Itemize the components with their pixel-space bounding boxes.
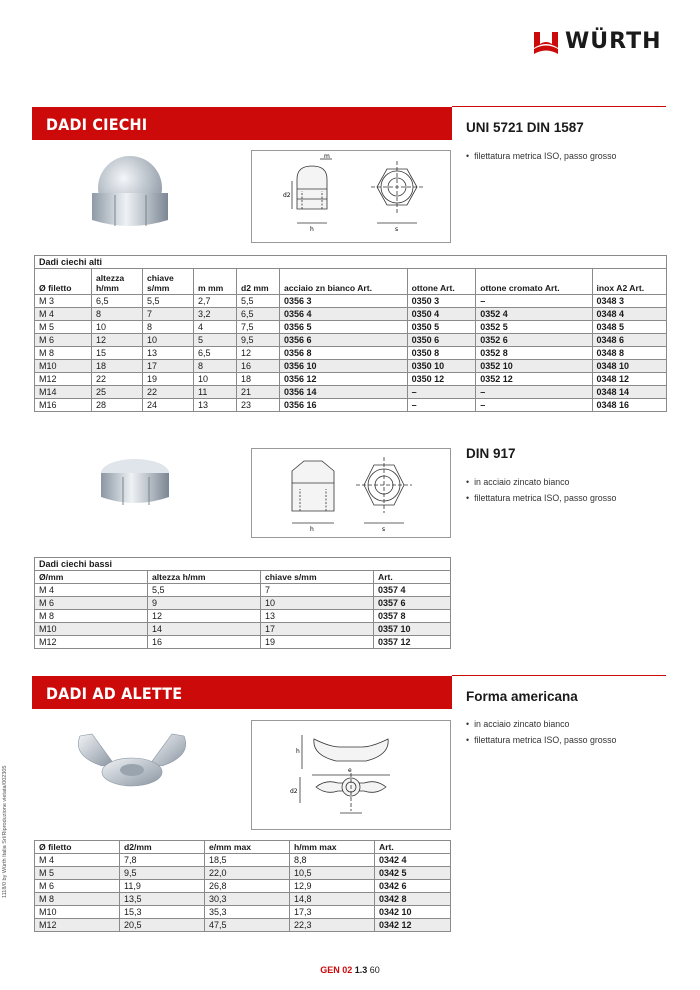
table-cell: 28 [92,399,143,412]
table-cell: 2,7 [194,295,237,308]
col-header: ottone Art. [407,269,476,295]
table-cell: 0352 4 [476,308,592,321]
col-header: chiave s/mm [261,571,374,584]
copyright-sidenote: 1118/0 by Würth Italia Srl/Riproduzione vietata/002305 [2,765,8,898]
table-cell: 0350 10 [407,360,476,373]
table-cell: 10 [261,597,374,610]
table-cell: 12 [237,347,280,360]
table-cell: 0348 4 [592,308,666,321]
col-header: d2/mm [120,841,205,854]
table-cell: 8 [194,360,237,373]
table-cell: M12 [35,636,148,649]
label-h: h [310,226,314,233]
table-cell: – [476,386,592,399]
table-cell: 9,5 [120,867,205,880]
table-cell: 0342 6 [375,880,451,893]
bullet-item: • in acciaio zincato bianco [466,716,616,732]
table-cell: M 8 [35,893,120,906]
table-cell: 16 [148,636,261,649]
table-cell: 10 [92,321,143,334]
table-cell: 24 [143,399,194,412]
table-row [35,321,667,334]
table-cell: 0350 6 [407,334,476,347]
table-cell: 47,5 [205,919,290,932]
table-cell: 0350 8 [407,347,476,360]
label-s: s [382,526,386,533]
table-cell: 0357 4 [374,584,451,597]
table-cell: 10 [194,373,237,386]
table-cell: 0357 8 [374,610,451,623]
table-cell: M 5 [35,867,120,880]
table-cell: 7,5 [237,321,280,334]
bullet-item: • in acciaio zincato bianco [466,474,616,490]
col-header: acciaio zn bianco Art. [280,269,408,295]
table-row [35,893,451,906]
table-cell: 0342 12 [375,919,451,932]
table-cell: 0348 3 [592,295,666,308]
table-row [35,919,451,932]
table-row [35,347,667,360]
label-h: h [296,748,300,755]
table-cell: 0348 16 [592,399,666,412]
table-cell: M 8 [35,610,148,623]
table-cell: 13 [261,610,374,623]
bullet-item: • filettatura metrica ISO, passo grosso [466,148,616,164]
header-rule [452,675,666,676]
table-cell: 0342 4 [375,854,451,867]
table-row [35,906,451,919]
table-cell: M10 [35,623,148,636]
technical-drawing-cap-nut [251,150,451,243]
table-cell: 11,9 [120,880,205,893]
table-cell: 30,3 [205,893,290,906]
table-cell: 0342 10 [375,906,451,919]
table-cell: 9,5 [237,334,280,347]
table-cell: 6,5 [92,295,143,308]
table-cell: 5 [194,334,237,347]
table-cell: 0350 12 [407,373,476,386]
header-rule [452,106,666,107]
label-d2: d2 [283,192,291,199]
table-cell: 7,8 [120,854,205,867]
wing-nut-drawing [252,721,450,829]
table-row [35,880,451,893]
col-header: m mm [194,269,237,295]
table-row [35,867,451,880]
col-header: inox A2 Art. [592,269,666,295]
table-cell: 0356 5 [280,321,408,334]
technical-drawing-wing-nut [251,720,451,830]
col-header: Ø filetto [35,269,92,295]
table-cell: 22 [143,386,194,399]
table-row [35,854,451,867]
table-cell: 0356 3 [280,295,408,308]
low-cap-nut-photo [95,455,175,515]
table-cell: 22,0 [205,867,290,880]
table-dadi-ad-alette [34,840,451,932]
table-dadi-ciechi-alti [34,255,667,412]
page-number: 60 [369,965,380,975]
col-header: chiave s/mm [143,269,194,295]
table-cell: 9 [148,597,261,610]
table-cell: 22,3 [290,919,375,932]
standard-title: DIN 917 [466,446,516,461]
table-cell: – [476,399,592,412]
table-cell: 0348 10 [592,360,666,373]
table-cell: 26,8 [205,880,290,893]
standard-title: UNI 5721 DIN 1587 [466,120,584,135]
cap-nut-photo [80,148,180,238]
wurth-logo [533,26,668,62]
table-cell: 0352 12 [476,373,592,386]
table-cell: 14 [148,623,261,636]
table-cell: 0350 3 [407,295,476,308]
section-title-dadi-ciechi: DADI CIECHI [32,107,452,140]
table-cell: 0352 5 [476,321,592,334]
table-cell: M 6 [35,334,92,347]
table-cell: – [476,295,592,308]
table-cell: 15,3 [120,906,205,919]
table-cell: 14,8 [290,893,375,906]
table-cell: 0356 14 [280,386,408,399]
table-cell: 20,5 [120,919,205,932]
table-cell: 10,5 [290,867,375,880]
table-dadi-ciechi-bassi [34,557,451,649]
table-cell: 3,2 [194,308,237,321]
col-header: d2 mm [237,269,280,295]
table-row [35,399,667,412]
table-cell: 0350 4 [407,308,476,321]
table-cell: 8 [143,321,194,334]
table-cell: 0356 4 [280,308,408,321]
table-cell: 17,3 [290,906,375,919]
table-cell: M 6 [35,880,120,893]
table-cell: 25 [92,386,143,399]
col-header: Ø/mm [35,571,148,584]
table-cell: 0352 6 [476,334,592,347]
table-cell: M 4 [35,584,148,597]
table-cell: 6,5 [237,308,280,321]
label-h: h [310,526,314,533]
table-cell: 0348 6 [592,334,666,347]
label-e: e [348,767,352,774]
table-cell: 7 [261,584,374,597]
table-cell: M 6 [35,597,148,610]
technical-drawing-low-cap-nut [251,448,451,538]
table-cell: 0357 10 [374,623,451,636]
col-header: altezza h/mm [92,269,143,295]
table-cell: 7 [143,308,194,321]
col-header: altezza h/mm [148,571,261,584]
table-cell: 13,5 [120,893,205,906]
wing-nut-photo [62,726,202,796]
table-cell: 21 [237,386,280,399]
table-cell: M14 [35,386,92,399]
table-cell: 0342 8 [375,893,451,906]
table-row [35,597,451,610]
table-row [35,360,667,373]
table-cell: 10 [143,334,194,347]
cap-nut-drawing [252,151,450,242]
table-cell: 17 [261,623,374,636]
col-header: Art. [374,571,451,584]
table-cell: 0348 14 [592,386,666,399]
low-cap-nut-drawing [252,449,450,537]
table-cell: 0342 5 [375,867,451,880]
col-header: Ø filetto [35,841,120,854]
table-row [35,610,451,623]
table-row [35,308,667,321]
table-cell: 6,5 [194,347,237,360]
bullet-item: • filettatura metrica ISO, passo grosso [466,732,616,748]
table-cell: 12,9 [290,880,375,893]
table-cell: – [407,386,476,399]
table-cell: M 4 [35,308,92,321]
table-cell: 0352 10 [476,360,592,373]
table-cell: 0352 8 [476,347,592,360]
table-cell: 13 [143,347,194,360]
col-header: Art. [375,841,451,854]
table-cell: 0348 8 [592,347,666,360]
table-row [35,295,667,308]
table-cell: – [407,399,476,412]
table-cell: M12 [35,373,92,386]
table-cell: 0356 16 [280,399,408,412]
table-cell: 0357 6 [374,597,451,610]
section-subtitle: Forma americana [466,689,578,704]
table-cell: 4 [194,321,237,334]
table-cell: 0357 12 [374,636,451,649]
table-cell: 22 [92,373,143,386]
table-cell: 12 [148,610,261,623]
table-cell: 5,5 [143,295,194,308]
table-row [35,584,451,597]
wurth-logo-icon [533,30,559,56]
page-footer [0,965,700,975]
table-caption: Dadi ciechi bassi [35,558,451,571]
table-row [35,386,667,399]
table-cell: M16 [35,399,92,412]
table-row [35,623,451,636]
footer-section: GEN 02 [320,965,353,975]
label-s: s [395,226,399,233]
label-m: m [324,153,330,160]
table-cell: 5,5 [148,584,261,597]
table-cell: 15 [92,347,143,360]
table-cell: 13 [194,399,237,412]
table-cell: M12 [35,919,120,932]
brand-name: WÜRTH [565,29,662,54]
bullet-item: • filettatura metrica ISO, passo grosso [466,490,616,506]
table-cell: M10 [35,906,120,919]
table-cell: 0350 5 [407,321,476,334]
table-cell: 19 [261,636,374,649]
table-row [35,636,451,649]
table-cell: 8 [92,308,143,321]
table-cell: 16 [237,360,280,373]
table-cell: M10 [35,360,92,373]
table-cell: 8,8 [290,854,375,867]
footer-subsection: 1.3 [354,965,368,975]
bullet-list [466,474,616,506]
table-cell: 5,5 [237,295,280,308]
table-cell: M 4 [35,854,120,867]
table-cell: 18 [237,373,280,386]
col-header: h/mm max [290,841,375,854]
table-cell: 18 [92,360,143,373]
bullet-list [466,716,616,748]
table-cell: 18,5 [205,854,290,867]
table-cell: 0348 12 [592,373,666,386]
table-row [35,373,667,386]
col-header: ottone cromato Art. [476,269,592,295]
table-row [35,334,667,347]
table-cell: 0356 12 [280,373,408,386]
table-cell: 35,3 [205,906,290,919]
label-d2: d2 [290,788,298,795]
table-cell: M 3 [35,295,92,308]
section-title-dadi-ad-alette: DADI AD ALETTE [32,676,452,709]
table-cell: 19 [143,373,194,386]
table-caption: Dadi ciechi alti [35,256,667,269]
bullet-list [466,148,616,164]
col-header: e/mm max [205,841,290,854]
table-cell: M 5 [35,321,92,334]
table-cell: 23 [237,399,280,412]
table-cell: M 8 [35,347,92,360]
table-cell: 0356 6 [280,334,408,347]
table-cell: 12 [92,334,143,347]
table-cell: 17 [143,360,194,373]
table-cell: 11 [194,386,237,399]
table-cell: 0348 5 [592,321,666,334]
table-cell: 0356 8 [280,347,408,360]
table-cell: 0356 10 [280,360,408,373]
